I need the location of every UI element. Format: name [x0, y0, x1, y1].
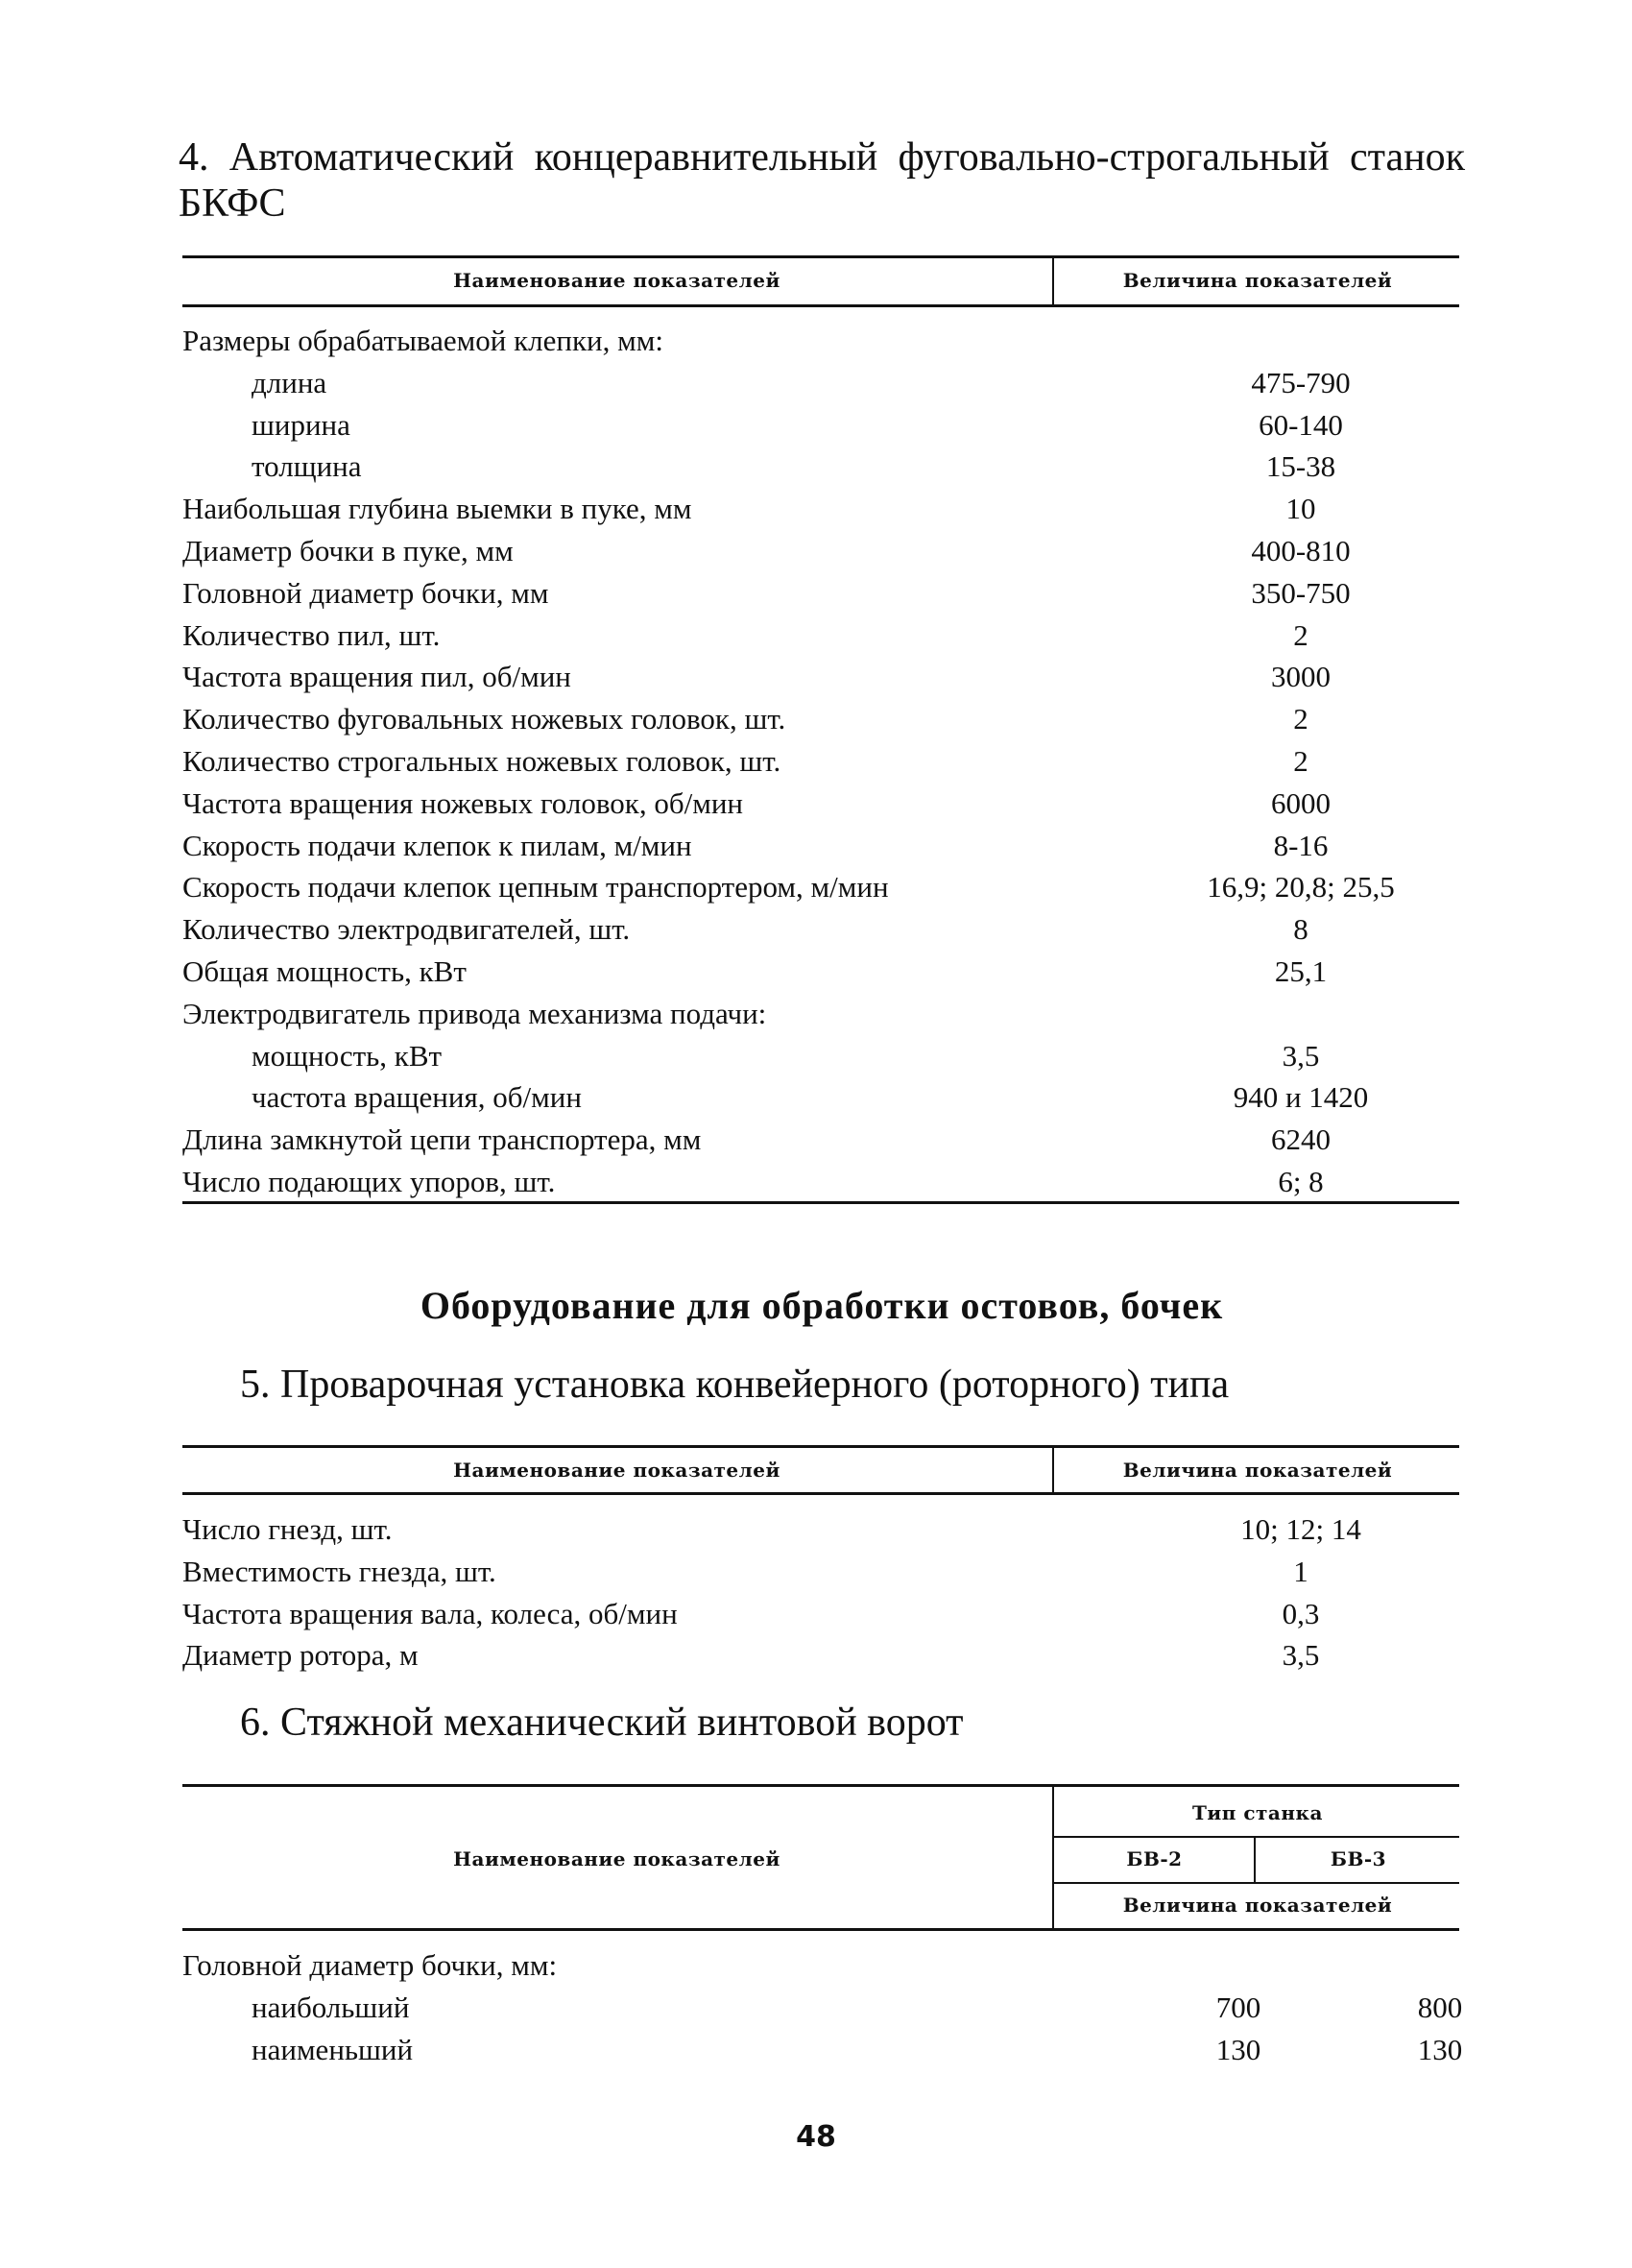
row-value: 940 и 1420 [1233, 1080, 1369, 1115]
table-row [182, 1161, 1459, 1203]
row-label: Скорость подачи клепок к пилам, м/мин [182, 828, 692, 862]
table-row [182, 572, 1459, 615]
section-6-rows [182, 1944, 1463, 2070]
subcolumn-divider [1254, 1836, 1256, 1882]
table-row [182, 404, 1459, 446]
table-row [182, 530, 1459, 572]
table-row [182, 656, 1459, 698]
row-value: 0,3 [1282, 1596, 1320, 1630]
row-value: 15-38 [1265, 449, 1336, 484]
row-label: Вместимость гнезда, шт. [182, 1554, 496, 1588]
column-header-name: Наименование показателей [453, 1847, 780, 1870]
row-label: Электродвигатель привода механизма подачи: [182, 996, 767, 1030]
table-row [182, 320, 1459, 362]
row-value-bv2: 130 [1215, 2032, 1261, 2066]
row-value: 8-16 [1273, 828, 1329, 862]
row-value: 475-790 [1251, 365, 1351, 399]
row-value: 25,1 [1274, 953, 1328, 988]
row-value: 2 [1293, 702, 1308, 736]
row-label: Количество электродвигателей, шт. [182, 912, 631, 947]
page-number: 48 [796, 2120, 836, 2154]
table-row [182, 1634, 1459, 1677]
table-row [182, 1944, 1459, 1987]
table-row [182, 993, 1459, 1035]
row-value: 10 [1285, 492, 1316, 526]
table-top-rule [182, 1445, 1459, 1448]
row-label: частота вращения, об/мин [252, 1080, 582, 1115]
table-row [182, 362, 1459, 404]
table-row [182, 1076, 1459, 1119]
row-label: мощность, кВт [252, 1038, 443, 1073]
row-value: 2 [1293, 743, 1308, 778]
row-value-bv3: 800 [1417, 1990, 1463, 2024]
row-value: 6000 [1271, 785, 1331, 820]
table-row [182, 783, 1459, 825]
equipment-section-heading: Оборудование для обработки остовов, бочек [420, 1284, 1224, 1327]
table-row [182, 825, 1459, 867]
row-label: Частота вращения ножевых головок, об/мин [182, 785, 744, 820]
column-header-name: Наименование показателей [453, 269, 780, 292]
row-value: 10; 12; 14 [1240, 1512, 1361, 1546]
table-row [182, 1508, 1459, 1551]
column-divider [1052, 1784, 1054, 1930]
table-row [182, 951, 1459, 993]
section-6-table [182, 1784, 1463, 2091]
row-label: Общая мощность, кВт [182, 953, 467, 988]
table-top-rule [182, 1784, 1459, 1787]
column-header-bv3: БВ-3 [1330, 1847, 1387, 1870]
column-header-value: Величина показателей [1122, 269, 1393, 292]
column-header-name: Наименование показателей [453, 1459, 780, 1482]
header-bottom-rule [182, 304, 1459, 307]
row-label: длина [252, 365, 327, 399]
row-label: Число гнезд, шт. [182, 1512, 393, 1546]
row-value: 400-810 [1251, 533, 1351, 567]
table-bottom-rule [182, 1201, 1459, 1204]
row-label: Частота вращения пил, об/мин [182, 660, 571, 694]
row-label: толщина [252, 449, 362, 484]
row-label: Число подающих упоров, шт. [182, 1164, 556, 1198]
row-value-bv3: 130 [1417, 2032, 1463, 2066]
row-label: Наибольшая глубина выемки в пуке, мм [182, 492, 692, 526]
row-value: 2 [1293, 617, 1308, 652]
table-row [182, 1551, 1459, 1593]
section-4-table [182, 255, 1459, 1206]
table-row [182, 698, 1459, 740]
row-value: 3,5 [1282, 1638, 1320, 1673]
row-value: 1 [1293, 1554, 1308, 1588]
table-row [182, 1987, 1463, 2029]
section-6-title: 6. Стяжной механический винтовой ворот [240, 1701, 964, 1745]
table-row [182, 1119, 1459, 1161]
row-value-bv2: 700 [1215, 1990, 1261, 2024]
section-5-rows [182, 1508, 1459, 1677]
row-label: Длина замкнутой цепи транспортера, мм [182, 1122, 702, 1157]
row-label: наибольший [252, 1990, 410, 2024]
row-label: ширина [252, 407, 350, 442]
row-value: 6; 8 [1278, 1164, 1324, 1198]
table-top-rule [182, 255, 1459, 258]
table-row [182, 866, 1459, 908]
header-bottom-rule [182, 1928, 1459, 1931]
section-5-table [182, 1445, 1459, 1680]
subheader-rule [1053, 1882, 1459, 1884]
row-label: Количество фуговальных ножевых головок, шт. [182, 702, 786, 736]
row-label: Скорость подачи клепок цепным транспортером, м/мин [182, 870, 889, 905]
row-value: 8 [1293, 912, 1308, 947]
row-value: 16,9; 20,8; 25,5 [1207, 870, 1395, 905]
header-bottom-rule [182, 1492, 1459, 1495]
row-label: Частота вращения вала, колеса, об/мин [182, 1596, 678, 1630]
column-divider [1052, 1445, 1054, 1493]
row-label: Количество строгальных ножевых головок, шт. [182, 743, 781, 778]
row-value: 3000 [1271, 660, 1331, 694]
section-5-title: 5. Проварочная установка конвейерного (роторного) типа [240, 1363, 1230, 1407]
column-header-bv2: БВ-2 [1126, 1847, 1183, 1870]
table-row [182, 1035, 1459, 1077]
row-value: 60-140 [1259, 407, 1343, 442]
row-label: Количество пил, шт. [182, 617, 441, 652]
row-label: Диаметр ротора, м [182, 1638, 419, 1673]
column-header-value: Величина показателей [1122, 1894, 1393, 1917]
column-header-type: Тип станка [1192, 1801, 1323, 1824]
type-header-rule [1053, 1836, 1459, 1838]
row-label: наименьший [252, 2032, 414, 2066]
row-label: Головной диаметр бочки, мм: [182, 1948, 558, 1982]
table-row [182, 908, 1459, 951]
row-label: Размеры обрабатываемой клепки, мм: [182, 324, 663, 357]
table-row [182, 2029, 1463, 2071]
row-value: 3,5 [1282, 1038, 1320, 1073]
row-value: 6240 [1271, 1122, 1331, 1157]
row-label: Головной диаметр бочки, мм [182, 575, 549, 610]
column-header-value: Величина показателей [1122, 1459, 1393, 1482]
section-4-title: 4. Автоматический концеравнительный фуговально-строгальный станок БКФС [179, 135, 1465, 226]
table-row [182, 1593, 1459, 1635]
table-row [182, 615, 1459, 657]
row-label: Диаметр бочки в пуке, мм [182, 533, 514, 567]
table-row [182, 488, 1459, 530]
section-4-rows [182, 320, 1459, 1203]
column-divider [1052, 255, 1054, 305]
row-value: 350-750 [1251, 575, 1351, 610]
table-row [182, 740, 1459, 783]
table-row [182, 446, 1459, 488]
